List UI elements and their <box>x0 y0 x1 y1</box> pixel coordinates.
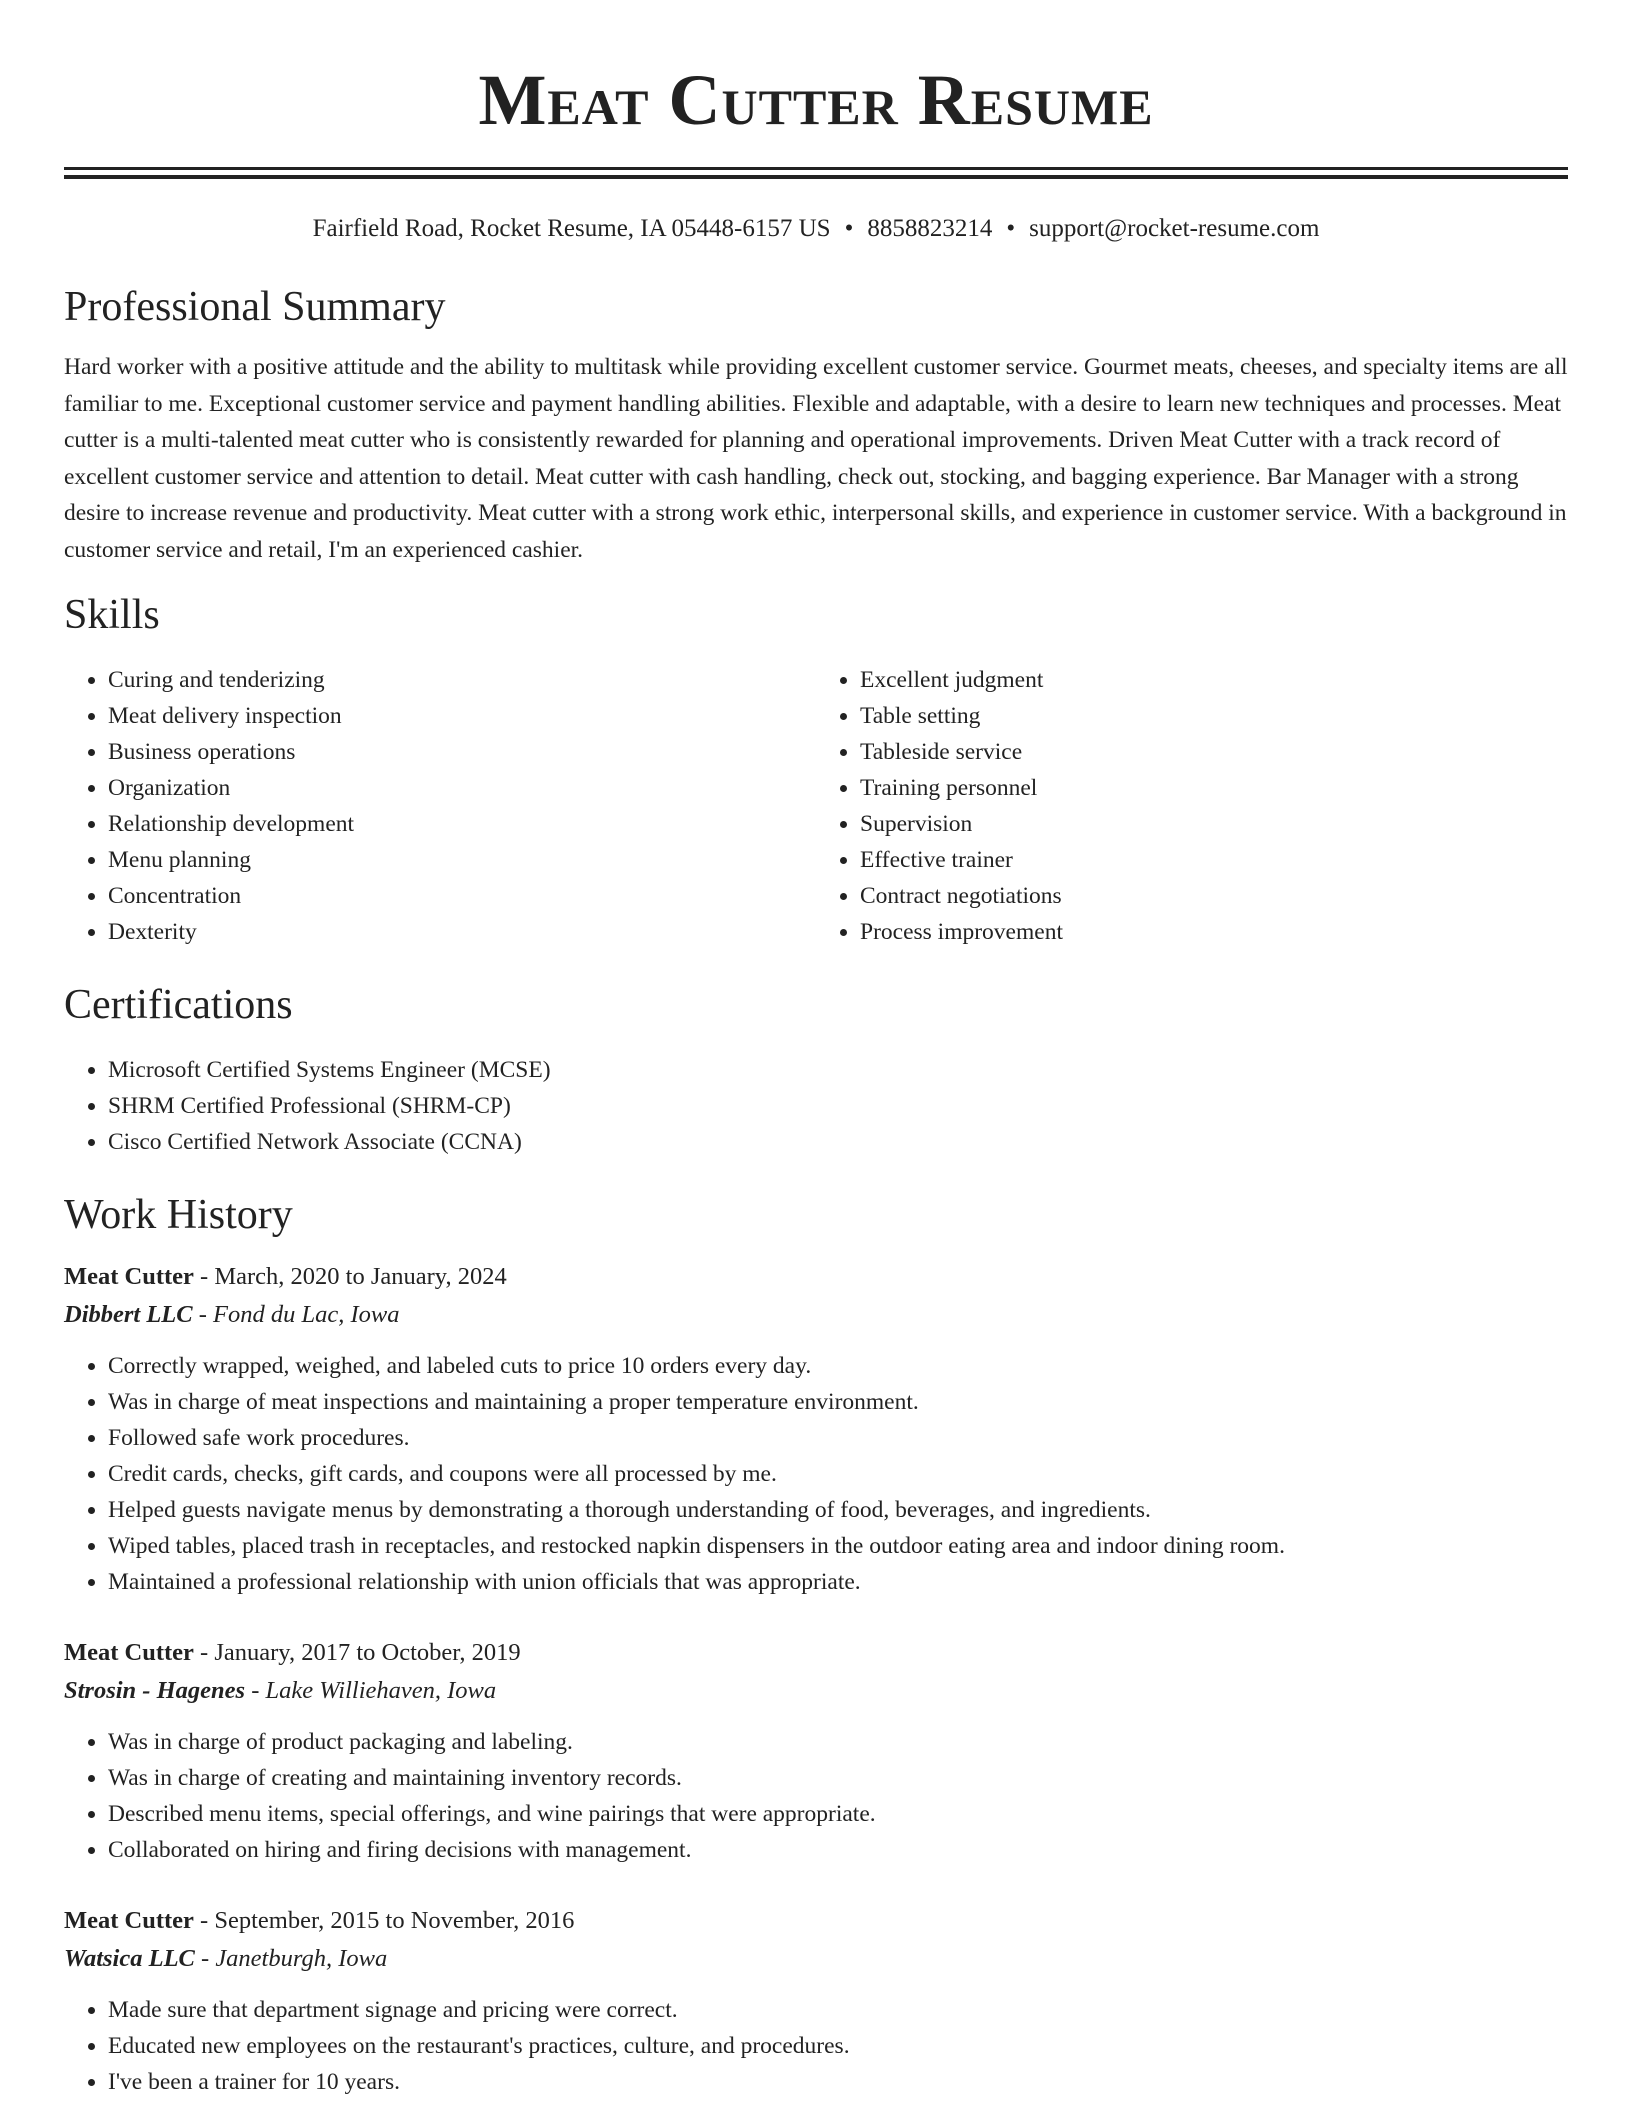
job-title: Meat Cutter <box>64 1639 194 1666</box>
skill-item: • Meat delivery inspection <box>108 698 816 734</box>
job-title: Meat Cutter <box>64 1907 194 1934</box>
job-bullet: • I've been a trainer for 10 years. <box>108 2064 1568 2100</box>
certification-item: • Cisco Certified Network Associate (CCNA) <box>108 1124 1568 1160</box>
certifications-list <box>64 1052 1568 1160</box>
contact-phone: 8858823214 <box>867 215 993 242</box>
section-heading-certifications: Certifications <box>64 982 293 1028</box>
skills-list-right <box>816 662 1568 950</box>
skill-item: • Supervision <box>860 806 1568 842</box>
job-bullet: • Correctly wrapped, weighed, and labeled cuts to price 10 orders every day. <box>108 1348 1568 1384</box>
skill-item: • Dexterity <box>108 914 816 950</box>
skill-item: • Process improvement <box>860 914 1568 950</box>
skill-item: • Excellent judgment <box>860 662 1568 698</box>
contact-separator: • <box>1006 215 1016 242</box>
skill-item: • Curing and tenderizing <box>108 662 816 698</box>
job-dates: March, 2020 to January, 2024 <box>214 1263 507 1290</box>
job-dates: January, 2017 to October, 2019 <box>214 1639 521 1666</box>
job-company: Dibbert LLC <box>64 1301 193 1328</box>
job-company-line: Watsica LLC - Janetburgh, Iowa <box>64 1945 388 1972</box>
job-bullet: • Collaborated on hiring and firing decisions with management. <box>108 1832 1568 1868</box>
job-bullet: • Helped guests navigate menus by demonstrating a thorough understanding of food, beverages, and ingredients. <box>108 1492 1568 1528</box>
skill-item: • Organization <box>108 770 816 806</box>
section-heading-summary: Professional Summary <box>64 284 446 330</box>
job-bullets <box>64 1724 1568 1868</box>
job-bullet: • Was in charge of creating and maintaining inventory records. <box>108 1760 1568 1796</box>
skill-item: • Relationship development <box>108 806 816 842</box>
job-bullet: • Wiped tables, placed trash in receptacles, and restocked napkin dispensers in the outdoor eating area and indoor dining room. <box>108 1528 1568 1564</box>
contact-separator: • <box>844 215 854 242</box>
contact-address: Fairfield Road, Rocket Resume, IA 05448-6157 US <box>312 215 831 242</box>
skills-list-left <box>64 662 816 950</box>
skill-item: • Concentration <box>108 878 816 914</box>
skill-item: • Table setting <box>860 698 1568 734</box>
job-location: Lake Williehaven, Iowa <box>265 1677 497 1704</box>
job-title-line: Meat Cutter - September, 2015 to November, 2016 <box>64 1907 575 1934</box>
job-company: Strosin - Hagenes <box>64 1677 246 1704</box>
job-company: Watsica LLC <box>64 1945 195 1972</box>
section-heading-skills: Skills <box>64 592 160 638</box>
job-title-line: Meat Cutter - March, 2020 to January, 2024 <box>64 1263 507 1290</box>
skill-item: • Effective trainer <box>860 842 1568 878</box>
title-rule-bottom <box>64 175 1568 179</box>
title-rule-top <box>64 167 1568 170</box>
section-heading-work-history: Work History <box>64 1192 293 1238</box>
skill-item: • Tableside service <box>860 734 1568 770</box>
job-bullet: • Was in charge of product packaging and labeling. <box>108 1724 1568 1760</box>
skill-item: • Menu planning <box>108 842 816 878</box>
job-bullet: • Described menu items, special offerings, and wine pairings that were appropriate. <box>108 1796 1568 1832</box>
job-entry <box>64 1902 1568 2100</box>
contact-line <box>64 213 1568 245</box>
job-location: Janetburgh, Iowa <box>215 1945 388 1972</box>
skills-columns <box>64 662 1568 950</box>
certification-item: • SHRM Certified Professional (SHRM-CP) <box>108 1088 1568 1124</box>
job-bullet: • Made sure that department signage and pricing were correct. <box>108 1992 1568 2028</box>
job-title: Meat Cutter <box>64 1263 194 1290</box>
job-location: Fond du Lac, Iowa <box>213 1301 400 1328</box>
summary-text: Hard worker with a positive attitude and the ability to multitask while providing excellent customer service. Gourmet meats, cheeses, and specialty items are all familiar to me. Exceptional customer service and payment handling abilities. Flexible and adaptable, with a desire to learn new techniques and processes. Meat cutter is a multi-talented meat cutter who is consistently rewarded for planning and operational improvements. Driven Meat Cutter with a track record of excellent customer service and attention to detail. Meat cutter with cash handling, check out, stocking, and bagging experience. Bar Manager with a strong desire to increase revenue and productivity. Meat cutter with a strong work ethic, interpersonal skills, and experience in customer service. With a background in customer service and retail, I'm an experienced cashier. <box>64 354 1568 563</box>
job-bullet: • Was in charge of meat inspections and maintaining a proper temperature environment. <box>108 1384 1568 1420</box>
skill-item: • Business operations <box>108 734 816 770</box>
job-company-line: Dibbert LLC - Fond du Lac, Iowa <box>64 1301 400 1328</box>
resume-page <box>64 0 1568 2100</box>
job-bullet: • Educated new employees on the restaurant's practices, culture, and procedures. <box>108 2028 1568 2064</box>
job-bullet: • Maintained a professional relationship with union officials that was appropriate. <box>108 1564 1568 1600</box>
job-entry <box>64 1634 1568 1868</box>
job-bullets <box>64 1992 1568 2100</box>
job-dates: September, 2015 to November, 2016 <box>214 1907 575 1934</box>
certification-item: • Microsoft Certified Systems Engineer (MCSE) <box>108 1052 1568 1088</box>
skill-item: • Contract negotiations <box>860 878 1568 914</box>
skill-item: • Training personnel <box>860 770 1568 806</box>
job-entry <box>64 1258 1568 1600</box>
resume-title: Meat Cutter Resume <box>478 60 1154 140</box>
job-bullet: • Followed safe work procedures. <box>108 1420 1568 1456</box>
job-bullet: • Credit cards, checks, gift cards, and coupons were all processed by me. <box>108 1456 1568 1492</box>
contact-email: support@rocket-resume.com <box>1029 215 1320 242</box>
job-bullets <box>64 1348 1568 1600</box>
job-title-line: Meat Cutter - January, 2017 to October, 2019 <box>64 1639 521 1666</box>
job-company-line: Strosin - Hagenes - Lake Williehaven, Iowa <box>64 1677 497 1704</box>
